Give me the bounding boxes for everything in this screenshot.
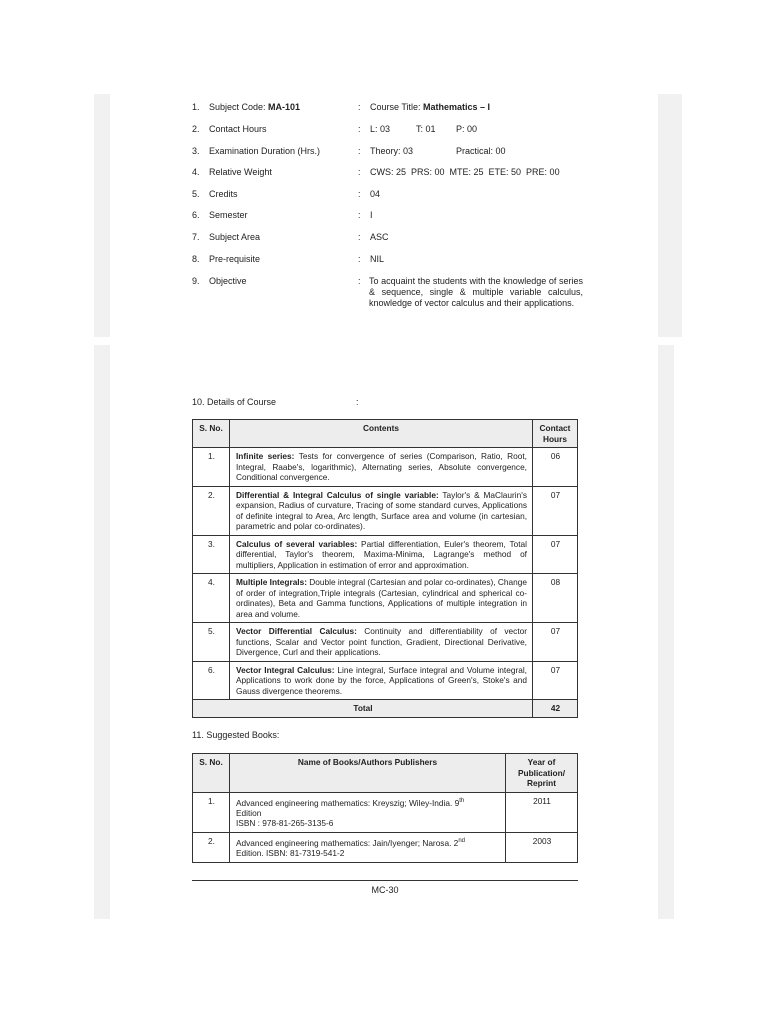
table-row: 6. Vector Integral Calculus: Line integral, Surface integral and Volume integral, Applications to work done by the force, Applications of Green's, Stoke's and Gauss divergence theorems. 07 — [193, 661, 578, 700]
table-row: 1. Infinite series: Tests for convergence of series (Comparison, Ratio, Root, Integral, Raabe's, logarithmic), Alternating series, Absolute convergence, Conditional convergence. 06 — [193, 448, 578, 487]
info-row-semester: 6. Semester : I — [192, 210, 373, 220]
header-contents: Contents — [230, 420, 533, 448]
info-row-subject-code: 1. Subject Code: MA-101 : Course Title: Mathematics – I — [192, 102, 491, 112]
header-sno: S. No. — [193, 754, 230, 793]
page-gutter-right — [658, 345, 674, 919]
page-gutter-right — [658, 94, 682, 337]
info-row-prerequisite: 8. Pre-requisite : NIL — [192, 254, 385, 264]
table-row: 1. Advanced engineering mathematics: Kreyszig; Wiley-India. 9th Edition ISBN : 978-81-265-3135-6 2011 — [193, 792, 578, 832]
page-gutter-left — [94, 345, 110, 919]
table-total-row — [193, 700, 578, 718]
info-row-exam-duration: 3. Examination Duration (Hrs.) : Theory: 03 Practical: 00 — [192, 146, 506, 156]
table-row: 5. Vector Differential Calculus: Continuity and differentiability of vector functions, Scalar and Vector point function, Gradient, Directional Derivative, Divergence, Curl and their applications. 07 — [193, 623, 578, 662]
table-row: 3. Calculus of several variables: Partial differentiation, Euler's theorem, Total differential, Taylor's theorem, Maxima-Minima, Lagrange's method of multipliers, Application in estimation of error and approximation. 07 — [193, 535, 578, 574]
course-content-table — [192, 419, 578, 718]
info-row-objective: 9. Objective : — [192, 276, 361, 286]
table-header-row — [193, 754, 578, 793]
info-row-subject-area: 7. Subject Area : ASC — [192, 232, 389, 242]
header-contact-hours: Contact Hours — [533, 420, 578, 448]
row-number: 1. — [192, 102, 200, 112]
header-book-name: Name of Books/Authors Publishers — [230, 754, 506, 793]
total-hours: 42 — [533, 700, 578, 718]
footer-divider — [192, 880, 578, 881]
suggested-books-table — [192, 753, 578, 863]
header-year: Year of Publication/ Reprint — [506, 754, 578, 793]
row-value: Course Title: Mathematics – I — [370, 102, 491, 112]
books-heading: 11. Suggested Books: — [192, 730, 280, 740]
total-label: Total — [193, 700, 533, 718]
page-number: MC-30 — [371, 885, 399, 895]
table-header-row — [193, 420, 578, 448]
table-row: 2. Advanced engineering mathematics: Jain/Iyenger; Narosa. 2nd Edition. ISBN: 81-7319-541-2 2003 — [193, 832, 578, 862]
info-row-relative-weight: 4. Relative Weight : CWS: 25 PRS: 00 MTE: 25 ETE: 50 PRE: 00 — [192, 167, 560, 177]
details-heading: 10. Details of Course — [192, 397, 277, 407]
details-colon: : — [356, 397, 359, 407]
page-gutter-left — [94, 94, 110, 337]
table-row: 4. Multiple Integrals: Double integral (Cartesian and polar co-ordinates), Change of order of integration,Triple integrals (Cartesian, cylindrical and spherical co-ordinates), Beta and Gamma functions, Applications of multiple integration in area and volume. 08 — [193, 574, 578, 623]
header-sno: S. No. — [193, 420, 230, 448]
info-row-contact-hours: 2. Contact Hours : L: 03 T: 01 P: 00 — [192, 124, 478, 134]
row-label: Subject Code: MA-101 — [209, 102, 301, 112]
info-row-credits: 5. Credits : 04 — [192, 189, 381, 199]
table-row: 2. Differential & Integral Calculus of single variable: Taylor's & MaClaurin's expansion, Radius of curvature, Tracing of some standard curves, Applications of definite integral to Area, Arc length, Surface area and volume (in cartesian, parametric and polar co-ordinates). 07 — [193, 486, 578, 535]
objective-text: To acquaint the students with the knowledge of series & sequence, single & multiple variable calculus, knowledge of vector calculus and their applications. — [369, 276, 583, 308]
